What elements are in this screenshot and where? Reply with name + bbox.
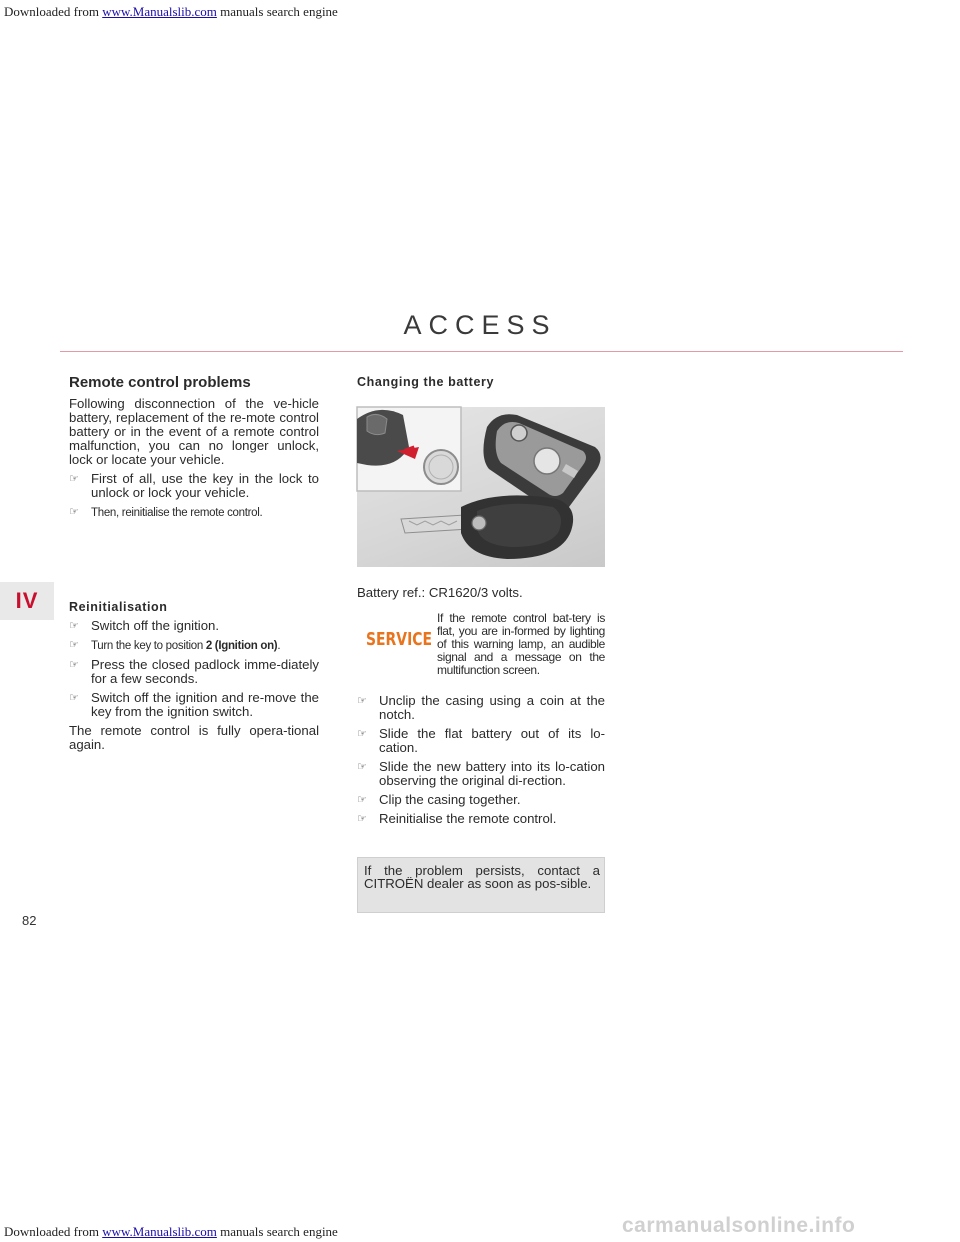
bullet-item [69, 505, 319, 520]
intro-paragraph: Following disconnection of the ve-hicle battery, replacement of the re-mote control battery or in the event of a remote control malfunction, you can no longer unlock, lock or locate your vehicle. [69, 396, 319, 467]
bullet-text: Switch off the ignition. [91, 618, 220, 633]
download-suffix: manuals search engine [216, 4, 338, 19]
hand-pointer-icon: ☞ [69, 472, 79, 485]
hand-pointer-icon: ☞ [69, 638, 79, 651]
changing-battery-heading: Changing the battery [357, 375, 495, 389]
bullet-item [69, 691, 319, 719]
closing-paragraph: The remote control is fully opera-tional again. [69, 723, 319, 752]
remote-control-problems-heading: Remote control problems [69, 374, 251, 391]
bullet-item [357, 793, 605, 807]
hand-pointer-icon: ☞ [357, 760, 367, 773]
battery-steps-block [357, 694, 605, 826]
service-lamp-label: SERVICE [366, 629, 432, 650]
bullet-item [69, 619, 319, 633]
hand-pointer-icon: ☞ [69, 658, 79, 671]
manualslib-link[interactable]: www.Manualslib.com [102, 4, 217, 19]
hand-pointer-icon: ☞ [357, 793, 367, 806]
bullet-item [357, 694, 605, 722]
remote-problems-block [69, 397, 319, 520]
bullet-text: Press the closed padlock imme-diately for a few seconds. [91, 657, 319, 686]
bullet-text: Turn the key to position [91, 640, 206, 652]
bullet-text: Unclip the casing using a coin at the notch. [379, 693, 605, 722]
remote-key-illustration [357, 407, 605, 567]
bullet-text: Slide the new battery into its lo-cation observing the original di-rection. [379, 759, 605, 788]
hand-pointer-icon: ☞ [69, 505, 79, 518]
hand-pointer-icon: ☞ [69, 619, 79, 632]
hand-pointer-icon: ☞ [357, 694, 367, 707]
battery-reference: Battery ref.: CR1620/3 volts. [357, 585, 523, 600]
bullet-item [69, 658, 319, 686]
bullet-item [357, 812, 605, 826]
bullet-text: Switch off the ignition and re-move the key from the ignition switch. [91, 690, 319, 719]
bullet-text: Then, reinitialise the remote control. [91, 507, 263, 519]
chapter-tab [0, 582, 54, 620]
reinitialisation-block [69, 600, 319, 752]
bullet-text: Reinitialise the remote control. [379, 811, 557, 826]
bullet-text: Clip the casing together. [379, 792, 521, 807]
service-warning-lamp-icon [366, 627, 434, 649]
download-banner-bottom [4, 1224, 338, 1240]
note-text: If the problem persists, contact a CITROËN dealer as soon as pos-sible. [364, 863, 600, 891]
note-box [357, 857, 605, 913]
bullet-item [357, 760, 605, 788]
bullet-item [69, 638, 319, 653]
reinitialisation-heading: Reinitialisation [69, 600, 168, 614]
chapter-number: IV [15, 588, 39, 613]
ignition-position: 2 (Ignition on) [205, 640, 278, 652]
hand-pointer-icon: ☞ [357, 727, 367, 740]
manualslib-link[interactable]: www.Manualslib.com [102, 1224, 217, 1239]
download-suffix: manuals search engine [216, 1224, 338, 1239]
page-number: 82 [22, 913, 37, 928]
bullet-text-end: . [277, 640, 281, 652]
download-banner-top [4, 4, 338, 20]
download-prefix: Downloaded from [4, 4, 103, 19]
warning-lamp-text: If the remote control bat-tery is flat, you are in-formed by lighting of this warning lamp, an audible signal and a message on the multifunction screen. [437, 611, 605, 677]
hand-pointer-icon: ☞ [69, 691, 79, 704]
hand-pointer-icon: ☞ [357, 812, 367, 825]
section-title: ACCESS [403, 310, 557, 340]
bullet-item [69, 472, 319, 500]
download-prefix: Downloaded from [4, 1224, 103, 1239]
bullet-text: First of all, use the key in the lock to unlock or lock your vehicle. [91, 471, 319, 500]
header-rule [60, 351, 903, 352]
bullet-text: Slide the flat battery out of its lo-cation. [379, 726, 605, 755]
bullet-item [357, 727, 605, 755]
remote-key-photo [357, 407, 605, 567]
watermark: carmanualsonline.info [622, 1214, 856, 1237]
